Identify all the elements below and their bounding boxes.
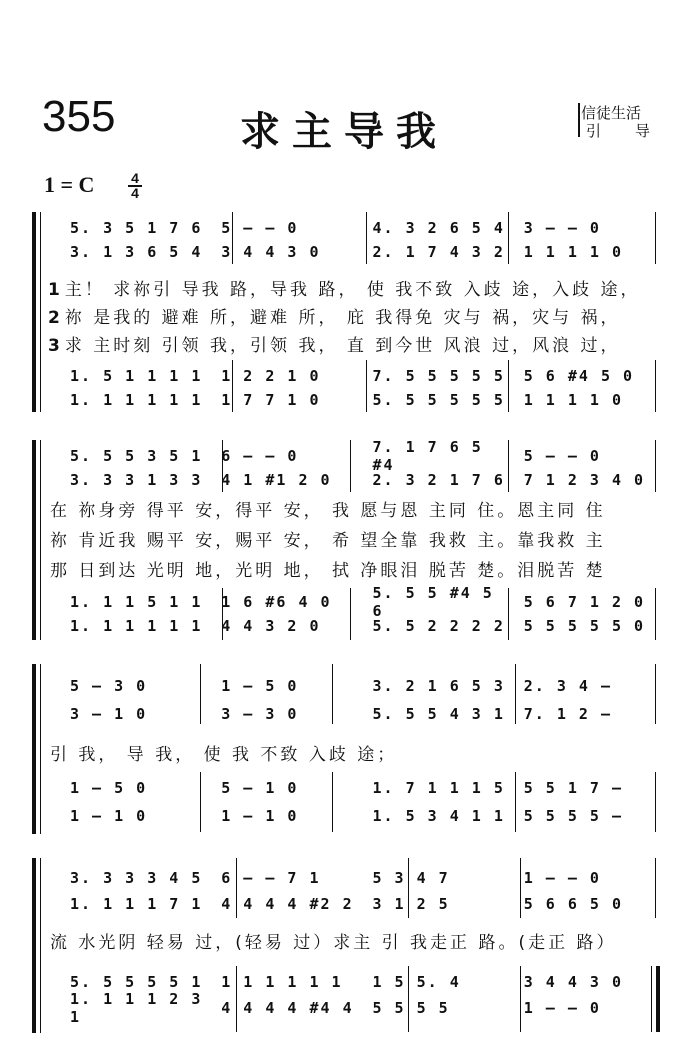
- tenor-row: [60, 366, 665, 386]
- alto-row: [60, 242, 665, 262]
- lyric-text: 引 我， 导 我， 使 我 不致 入歧 途；: [50, 745, 398, 765]
- category-label: 信徒生活: [581, 104, 642, 122]
- measure: 1 – 5 0: [221, 677, 299, 695]
- lyric-line-verse-1: [48, 275, 640, 300]
- measure: 4. 3 2 6 5 4: [372, 219, 505, 237]
- measure: 5 5 1 7 –: [523, 779, 624, 797]
- lyric-text: 在 祢身旁 得平 安，得平 安， 我 愿与恩 主同 住。恩主同 住: [50, 501, 606, 521]
- lyric-line-verse-2: [48, 526, 606, 551]
- measure: 3. 3 3 1 3 3: [70, 471, 203, 489]
- tenor-row: [60, 778, 665, 798]
- measure: 1. 5 3 4 1 1: [372, 807, 505, 825]
- verse-number: 1: [48, 280, 63, 300]
- time-signature: [128, 172, 142, 200]
- measure: 7. 5 5 5 5 5: [372, 367, 505, 385]
- measure: 1. 5 1 1 1 1: [70, 367, 203, 385]
- measure: 3 – 1 0: [70, 705, 148, 723]
- measure: 6 – – 0: [221, 447, 299, 465]
- measure: 5 – 1 0: [221, 779, 299, 797]
- score-system: [0, 212, 700, 412]
- measure: 3 4 4 3 0: [221, 243, 321, 261]
- measure: 5 6 #4 5 0: [523, 367, 635, 385]
- measure: 1. 7 1 1 1 5: [372, 779, 505, 797]
- measure: 1. 1 1 1 1 1: [70, 617, 203, 635]
- measure: 3 1 2 5: [372, 895, 450, 913]
- measure: 4 1 #1 2 0: [221, 471, 332, 489]
- time-signature-top: 4: [128, 172, 142, 187]
- measure: 1. 1 1 1 2 3 1: [70, 990, 203, 1026]
- measure: 6 – – 7 1: [221, 869, 321, 887]
- measure: 3 4 4 3 0: [523, 973, 624, 991]
- measure: 7 1 2 3 4 0: [523, 471, 646, 489]
- category-divider: [578, 103, 580, 137]
- soprano-row: [60, 676, 665, 696]
- measure: 1 6 #6 4 0: [221, 593, 332, 611]
- measure: 1 5 5. 4: [372, 973, 461, 991]
- lyric-text: 求 主时刻 引领 我，引领 我， 直 到今世 风浪 过，风浪 过，: [64, 336, 621, 356]
- measure: 3 – 3 0: [221, 705, 299, 723]
- measure: 1. 1 1 1 1 1: [70, 391, 203, 409]
- measure: 5 6 7 1 2 0: [523, 593, 646, 611]
- measure: 5 5 5 5 –: [523, 807, 624, 825]
- lyric-text: 祢 肯近我 赐平 安，赐平 安， 希 望全靠 我救 主。靠我救 主: [50, 531, 606, 551]
- verse-number: 2: [48, 308, 63, 328]
- measure: 1 2 2 1 0: [221, 367, 321, 385]
- measure: 5. 5 5 4 3 1: [372, 705, 505, 723]
- lyric-line: [48, 740, 397, 765]
- time-signature-bottom: 4: [131, 185, 139, 201]
- key-signature: 1 = C: [44, 172, 95, 197]
- measure: 1 1 1 1 0: [523, 243, 624, 261]
- measure: 5 5 5 5: [372, 999, 450, 1017]
- score-system: [0, 858, 700, 1033]
- measure: 5. 5 5 5 5 5: [372, 391, 505, 409]
- measure: 5. 5 5 5 5 1: [70, 973, 203, 991]
- measure: 5 6 6 5 0: [523, 895, 624, 913]
- measure: 5. 5 2 2 2 2: [372, 617, 505, 635]
- measure: 1 – – 0: [523, 999, 601, 1017]
- measure: 5 – – 0: [221, 219, 299, 237]
- measure: 1 1 1 1 1 1: [221, 973, 343, 991]
- soprano-row: [60, 868, 665, 888]
- lyric-text: 流 水光阴 轻易 过，(轻易 过）求主 引 我走正 路。(走正 路）: [50, 933, 617, 953]
- tenor-row: [60, 584, 665, 620]
- measure: 5 – – 0: [523, 447, 601, 465]
- measure: 1 – 1 0: [221, 807, 299, 825]
- measure: 1 – 5 0: [70, 779, 148, 797]
- measure: 2. 1 7 4 3 2: [372, 243, 505, 261]
- measure: 3. 1 3 6 5 4: [70, 243, 203, 261]
- lyric-line-verse-3: [48, 331, 620, 356]
- lyric-text: 主！ 求祢引 导我 路，导我 路， 使 我不致 入歧 途，入歧 途，: [64, 280, 641, 300]
- verse-number: 3: [48, 336, 63, 356]
- lyric-text: 祢 是我的 避难 所，避难 所， 庇 我得免 灾与 祸，灾与 祸，: [64, 308, 621, 328]
- lyric-line-verse-3: [48, 556, 606, 581]
- measure: 7. 1 2 –: [523, 705, 612, 723]
- alto-row: [60, 470, 665, 490]
- measure: 2. 3 4 –: [523, 677, 612, 695]
- soprano-row: [60, 218, 665, 238]
- lyric-line-verse-2: [48, 303, 620, 328]
- measure: 3. 2 1 6 5 3: [372, 677, 505, 695]
- measure: 1. 1 1 5 1 1: [70, 593, 203, 611]
- measure: 5 – 3 0: [70, 677, 148, 695]
- hymn-title: 求主导我: [240, 109, 448, 155]
- measure: 1 – 1 0: [70, 807, 148, 825]
- lyric-line-verse-1: [48, 496, 606, 521]
- measure: 5. 5 5 #4 5 6: [372, 584, 494, 620]
- soprano-row: [60, 438, 665, 474]
- lyric-text: 那 日到达 光明 地，光明 地， 拭 净眼泪 脱苦 楚。泪脱苦 楚: [50, 561, 606, 581]
- measure: 5. 5 5 3 5 1: [70, 447, 203, 465]
- measure: 3. 3 3 3 4 5: [70, 869, 203, 887]
- measure: 4 4 4 4 #4 4: [221, 999, 354, 1017]
- measure: 1 7 7 1 0: [221, 391, 321, 409]
- score-system: [0, 440, 700, 640]
- measure: 5. 3 5 1 7 6: [70, 219, 203, 237]
- measure: 5 3 4 7: [372, 869, 450, 887]
- hymn-number: 355: [42, 92, 116, 141]
- measure: 5 5 5 5 5 0: [523, 617, 646, 635]
- tenor-row: [60, 972, 665, 992]
- measure: 4 4 3 2 0: [221, 617, 321, 635]
- bass-row: [60, 806, 665, 826]
- measure: 1 – – 0: [523, 869, 601, 887]
- measure: 3 – – 0: [523, 219, 601, 237]
- subcategory-label: 引导: [586, 122, 685, 140]
- measure: 1 1 1 1 0: [523, 391, 624, 409]
- measure: 7. 1 7 6 5 #4: [372, 438, 483, 474]
- measure: 4 4 4 4 #2 2: [221, 895, 354, 913]
- measure: 1. 1 1 1 7 1: [70, 895, 203, 913]
- lyric-line: [48, 928, 617, 953]
- bass-row: [60, 390, 665, 410]
- measure: 2. 3 2 1 7 6: [372, 471, 505, 489]
- score-system: [0, 664, 700, 834]
- bass-row: [60, 616, 665, 636]
- alto-row: [60, 704, 665, 724]
- alto-row: [60, 894, 665, 914]
- bass-row: [60, 990, 665, 1026]
